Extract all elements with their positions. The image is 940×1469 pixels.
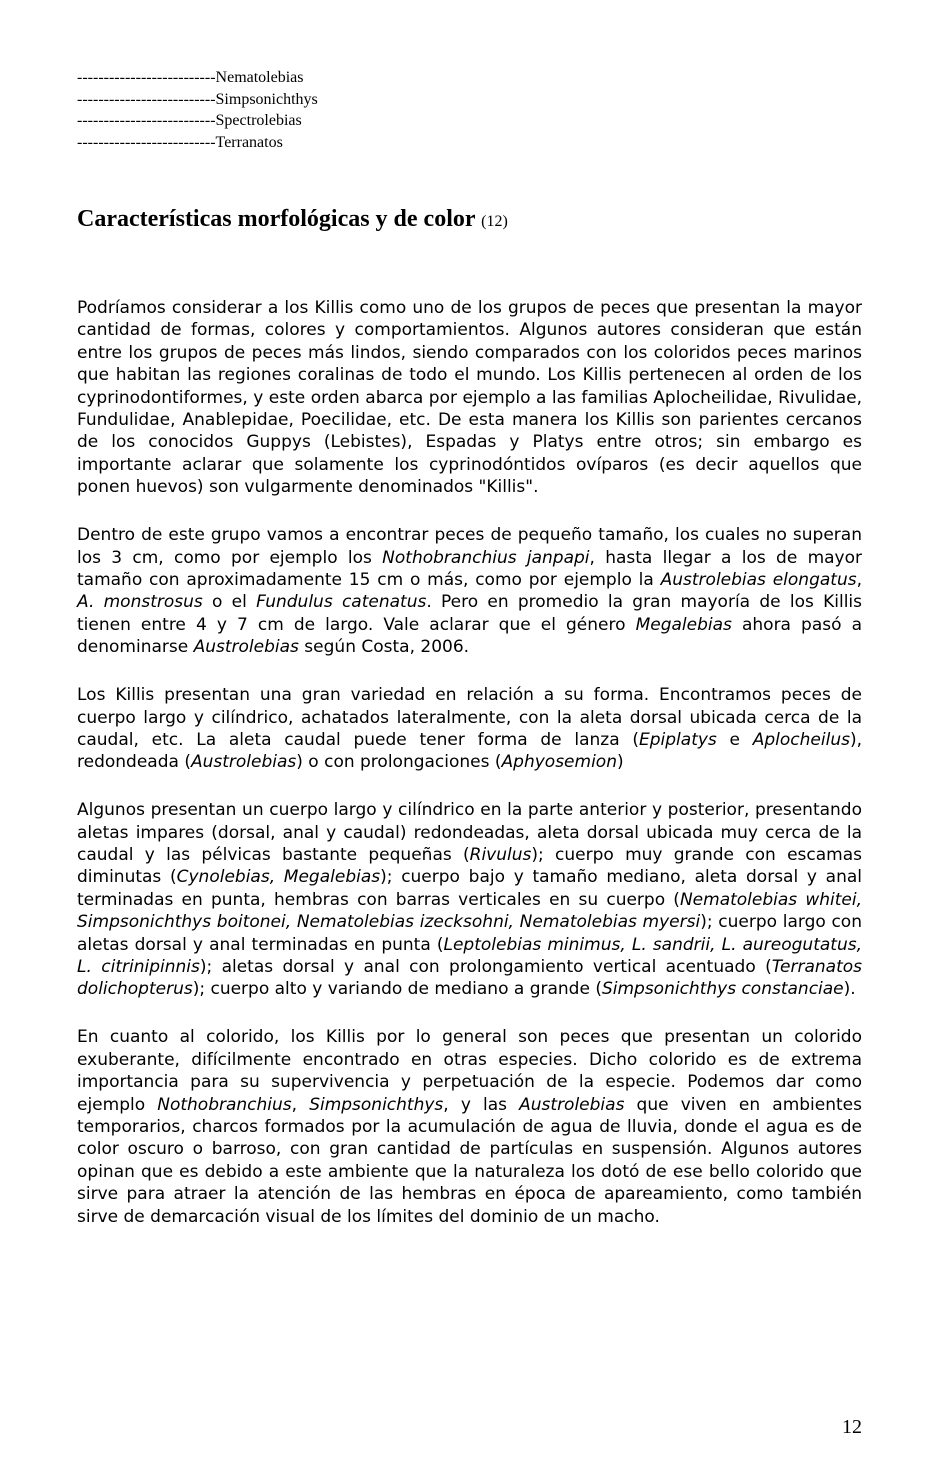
text-run: ); cuerpo bajo y tamaño mediano, aleta dorsal y anal terminadas en punta, hembras con barras verticales en su cuerpo ( bbox=[77, 867, 862, 910]
italic-text-run: Austrolebias bbox=[190, 752, 297, 773]
taxa-list bbox=[77, 67, 318, 153]
italic-text-run: Rivulus bbox=[469, 845, 532, 866]
italic-text-run: Simpsonichthys constanciae bbox=[601, 979, 844, 1000]
page-number: 12 bbox=[842, 1416, 862, 1438]
text-run: ); cuerpo largo con aletas dorsal y anal terminadas en punta ( bbox=[77, 912, 862, 955]
text-run: ); cuerpo alto y variando de mediano a grande ( bbox=[192, 979, 602, 1000]
taxa-list-item: --------------------------Simpsonichthys bbox=[77, 90, 318, 108]
taxa-list-item: --------------------------Nematolebias bbox=[77, 69, 304, 86]
paragraph bbox=[77, 799, 862, 1001]
text-run: Algunos presentan un cuerpo largo y cilíndrico en la parte anterior y posterior, presentando aletas impares (dorsal, anal y caudal) redondeadas, aleta dorsal ubicada muy cerca de la caudal y las pélvicas bastante pequeñas ( bbox=[77, 800, 862, 866]
text-run: ) o con prolongaciones ( bbox=[296, 752, 502, 773]
italic-text-run: Cynolebias, Megalebias bbox=[176, 867, 381, 888]
text-run: según Costa, 2006. bbox=[298, 637, 470, 658]
text-run: ) bbox=[616, 752, 624, 773]
text-run: En cuanto al colorido, los Killis por lo general son peces que presentan un colorido exuberante, difícilmente encontrado en otras especies. Dicho colorido es de extrema importancia para su supervivencia y perpetuación de la especie. Podemos dar como ejemplo bbox=[77, 1027, 862, 1115]
italic-text-run: Nothobranchius janpapi bbox=[382, 547, 590, 568]
text-run: ). bbox=[843, 979, 856, 1000]
italic-text-run: Aphyosemion bbox=[501, 752, 617, 773]
body-text bbox=[77, 297, 862, 1254]
taxa-list-item: --------------------------Spectrolebias bbox=[77, 112, 302, 129]
italic-text-run: Simpsonichthys bbox=[309, 1094, 444, 1115]
italic-text-run: Austrolebias elongatus bbox=[660, 569, 857, 590]
italic-text-run: Leptolebias minimus, L. sandrii, L. aureogutatus, L. citrinipinnis bbox=[77, 934, 862, 978]
text-run: ahora pasó a denominarse bbox=[77, 614, 862, 658]
text-run: Los Killis presentan una gran variedad en relación a su forma. Encontramos peces de cuerpo largo y cilíndrico, achatados lateralmente, con la aleta dorsal ubicada cerca de la caudal, etc. La aleta caudal puede tener forma de lanza ( bbox=[77, 685, 862, 750]
text-run: , bbox=[856, 569, 862, 590]
text-run: e bbox=[716, 729, 753, 750]
italic-text-run: Epiplatys bbox=[639, 729, 717, 750]
italic-text-run: Austrolebias bbox=[193, 637, 299, 658]
text-run: ); cuerpo muy grande con escamas diminutas ( bbox=[77, 845, 862, 888]
italic-text-run: Nematolebias whitei, Simpsonichthys boitonei, Nematolebias izecksohni, Nematolebias myersi bbox=[77, 889, 862, 933]
taxa-list-item: --------------------------Terranatos bbox=[77, 133, 283, 151]
text-run: que viven en ambientes temporarios, charcos formados por la acumulación de agua de lluvia, donde el agua es de color oscuro o barroso, con gran cantidad de partículas en suspensión. Algunos autores opinan que es debido a este ambiente que la naturaleza los dotó de ese bello colorido que sirve para atraer la atención de las hembras en época de apareamiento, como también sirve de demarcación visual de los límites del dominio de un macho. bbox=[77, 1094, 862, 1227]
paragraph bbox=[77, 684, 862, 774]
italic-text-run: Terranatos dolichopterus bbox=[77, 957, 862, 1000]
italic-text-run: Fundulus catenatus bbox=[256, 592, 427, 613]
italic-text-run: Austrolebias bbox=[519, 1094, 625, 1115]
text-run: . Pero en promedio la gran mayoría de los Killis tienen entre 4 y 7 cm de largo. Vale aclarar que el género bbox=[77, 592, 862, 635]
italic-text-run: A. monstrosus bbox=[77, 592, 203, 613]
section-heading-reference: (12) bbox=[481, 213, 508, 230]
text-run: , bbox=[291, 1094, 310, 1115]
section-heading bbox=[77, 203, 508, 238]
text-run: , y las bbox=[443, 1094, 520, 1115]
italic-text-run: Megalebias bbox=[635, 614, 732, 635]
text-run: ); aletas dorsal y anal con prolongamiento vertical acentuado ( bbox=[199, 957, 772, 978]
text-run: ), redondeada ( bbox=[77, 729, 862, 773]
paragraph bbox=[77, 1026, 862, 1228]
section-heading-title: Características morfológicas y de color bbox=[77, 206, 476, 232]
paragraph bbox=[77, 524, 862, 658]
text-run: , hasta llegar a los de mayor tamaño con aproximadamente 15 cm o más, como por ejemplo la bbox=[77, 547, 863, 590]
italic-text-run: Aplocheilus bbox=[752, 729, 850, 750]
italic-text-run: Nothobranchius bbox=[157, 1094, 292, 1115]
paragraph bbox=[77, 297, 862, 499]
text-run: Dentro de este grupo vamos a encontrar peces de pequeño tamaño, los cuales no superan los 3 cm, como por ejemplo los bbox=[77, 525, 862, 568]
text-run: Podríamos considerar a los Killis como uno de los grupos de peces que presentan la mayor cantidad de formas, colores y comportamientos. Algunos autores consideran que están entre los grupos de peces más lindos, siendo comparados con los coloridos peces marinos que habitan las regiones coralinas de todo el mundo. Los Killis pertenecen al orden de los cyprinodontiformes, y este orden abarca por ejemplo a las familias Aplocheilidae, Rivulidae, Fundulidae, Anablepidae, Poecilidae, etc. De esta manera los Killis son parientes cercanos de los conocidos Guppys (Lebistes), Espadas y Platys entre otros; sin embargo es importante aclarar que solamente los cyprinodóntidos ovíparos (es decir aquellos que ponen huevos) son vulgarmente denominados "Killis". bbox=[77, 298, 862, 498]
text-run: o el bbox=[202, 592, 257, 613]
